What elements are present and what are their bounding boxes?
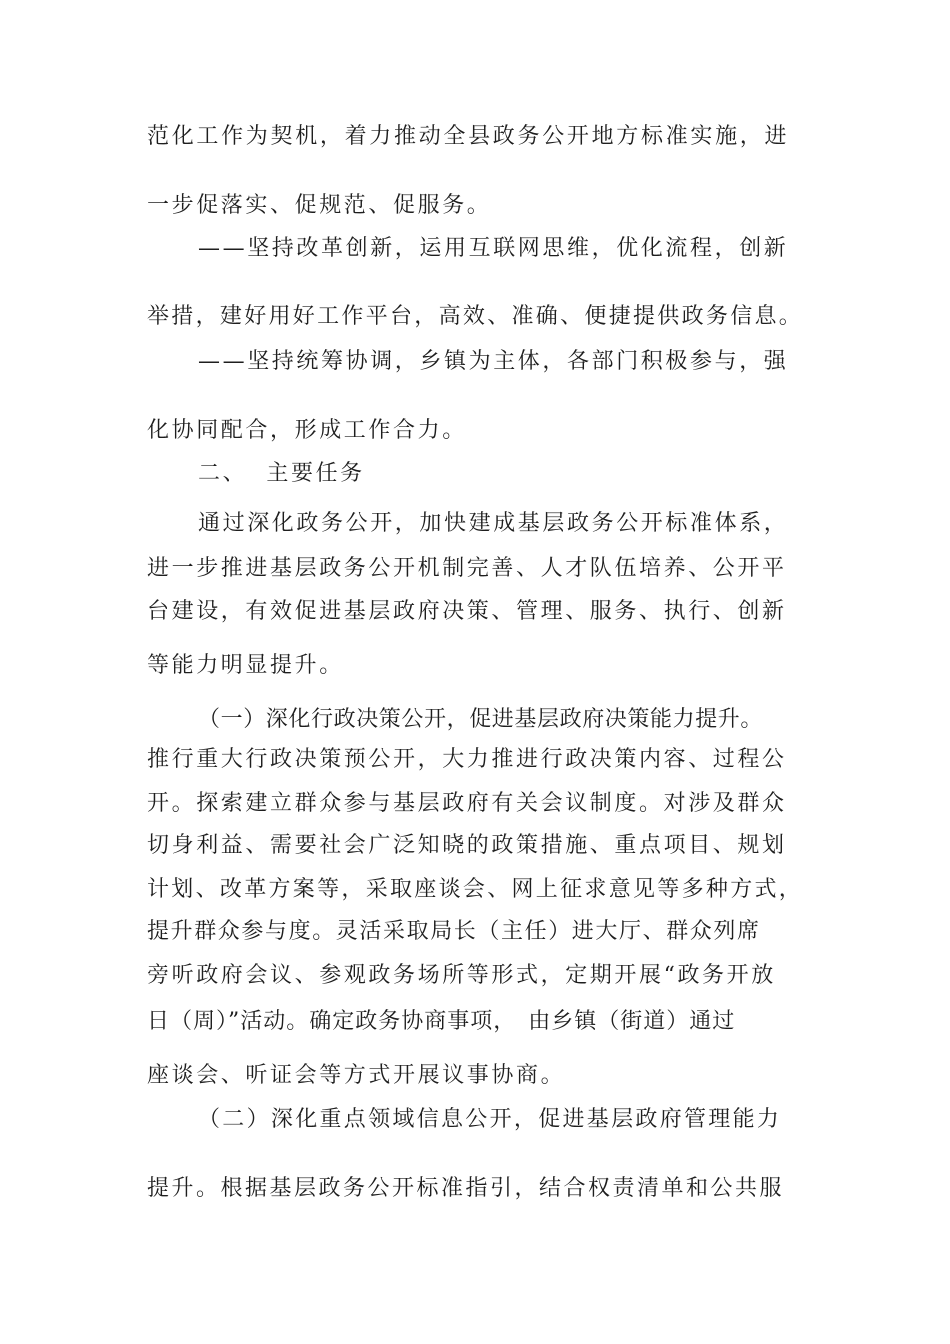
text-line: 提升群众参与度。灵活采取局长（主任）进大厅、群众列席 [147, 919, 761, 944]
text-line: 进一步推进基层政务公开机制完善、人才队伍培养、公开平 [147, 556, 787, 581]
text-line: 提升。根据基层政务公开标准指引，结合权责清单和公共服 [147, 1176, 785, 1201]
text-line: 推行重大行政决策预公开，大力推进行政决策内容、过程公 [147, 747, 787, 772]
text-line: 计划、改革方案等，采取座谈会、网上征求意见等多种方式， [147, 877, 804, 902]
text-line: 化协同配合，形成工作合力。 [147, 418, 467, 443]
text-line: 等能力明显提升。 [147, 653, 344, 678]
text-line: 切身利益、需要社会广泛知晓的政策措施、重点项目、规划 [147, 833, 787, 858]
text-line: 台建设，有效促进基层政府决策、管理、服务、执行、创新 [147, 599, 787, 624]
text-line: 旁听政府会议、参观政务场所等形式，定期开展“政务开放 [147, 963, 776, 988]
text-line: 座谈会、听证会等方式开展议事协商。 [147, 1063, 566, 1088]
text-line: ——坚持统筹协调，乡镇为主体，各部门积极参与，强 [198, 349, 789, 374]
text-line: 举措，建好用好工作平台，高效、准确、便捷提供政务信息。 [147, 304, 804, 329]
text-line: 开。探索建立群众参与基层政府有关会议制度。对涉及群众 [147, 791, 787, 816]
subsection-heading: （一）深化行政决策公开，促进基层政府决策能力提升。 [198, 707, 764, 732]
text-line: 一步促落实、促规范、促服务。 [147, 193, 492, 218]
text-line: 日（周）”活动。确定政务协商事项， 由乡镇（街道）通过 [147, 1009, 736, 1034]
subsection-heading: （二）深化重点领域信息公开，促进基层政府管理能力 [198, 1107, 782, 1132]
text-line: ——坚持改革创新，运用互联网思维，优化流程，创新 [198, 236, 789, 261]
section-heading: 二、 主要任务 [198, 461, 365, 486]
text-line: 通过深化政务公开，加快建成基层政务公开标准体系， [198, 511, 789, 536]
text-line: 范化工作为契机，着力推动全县政务公开地方标准实施，进 [147, 124, 790, 149]
